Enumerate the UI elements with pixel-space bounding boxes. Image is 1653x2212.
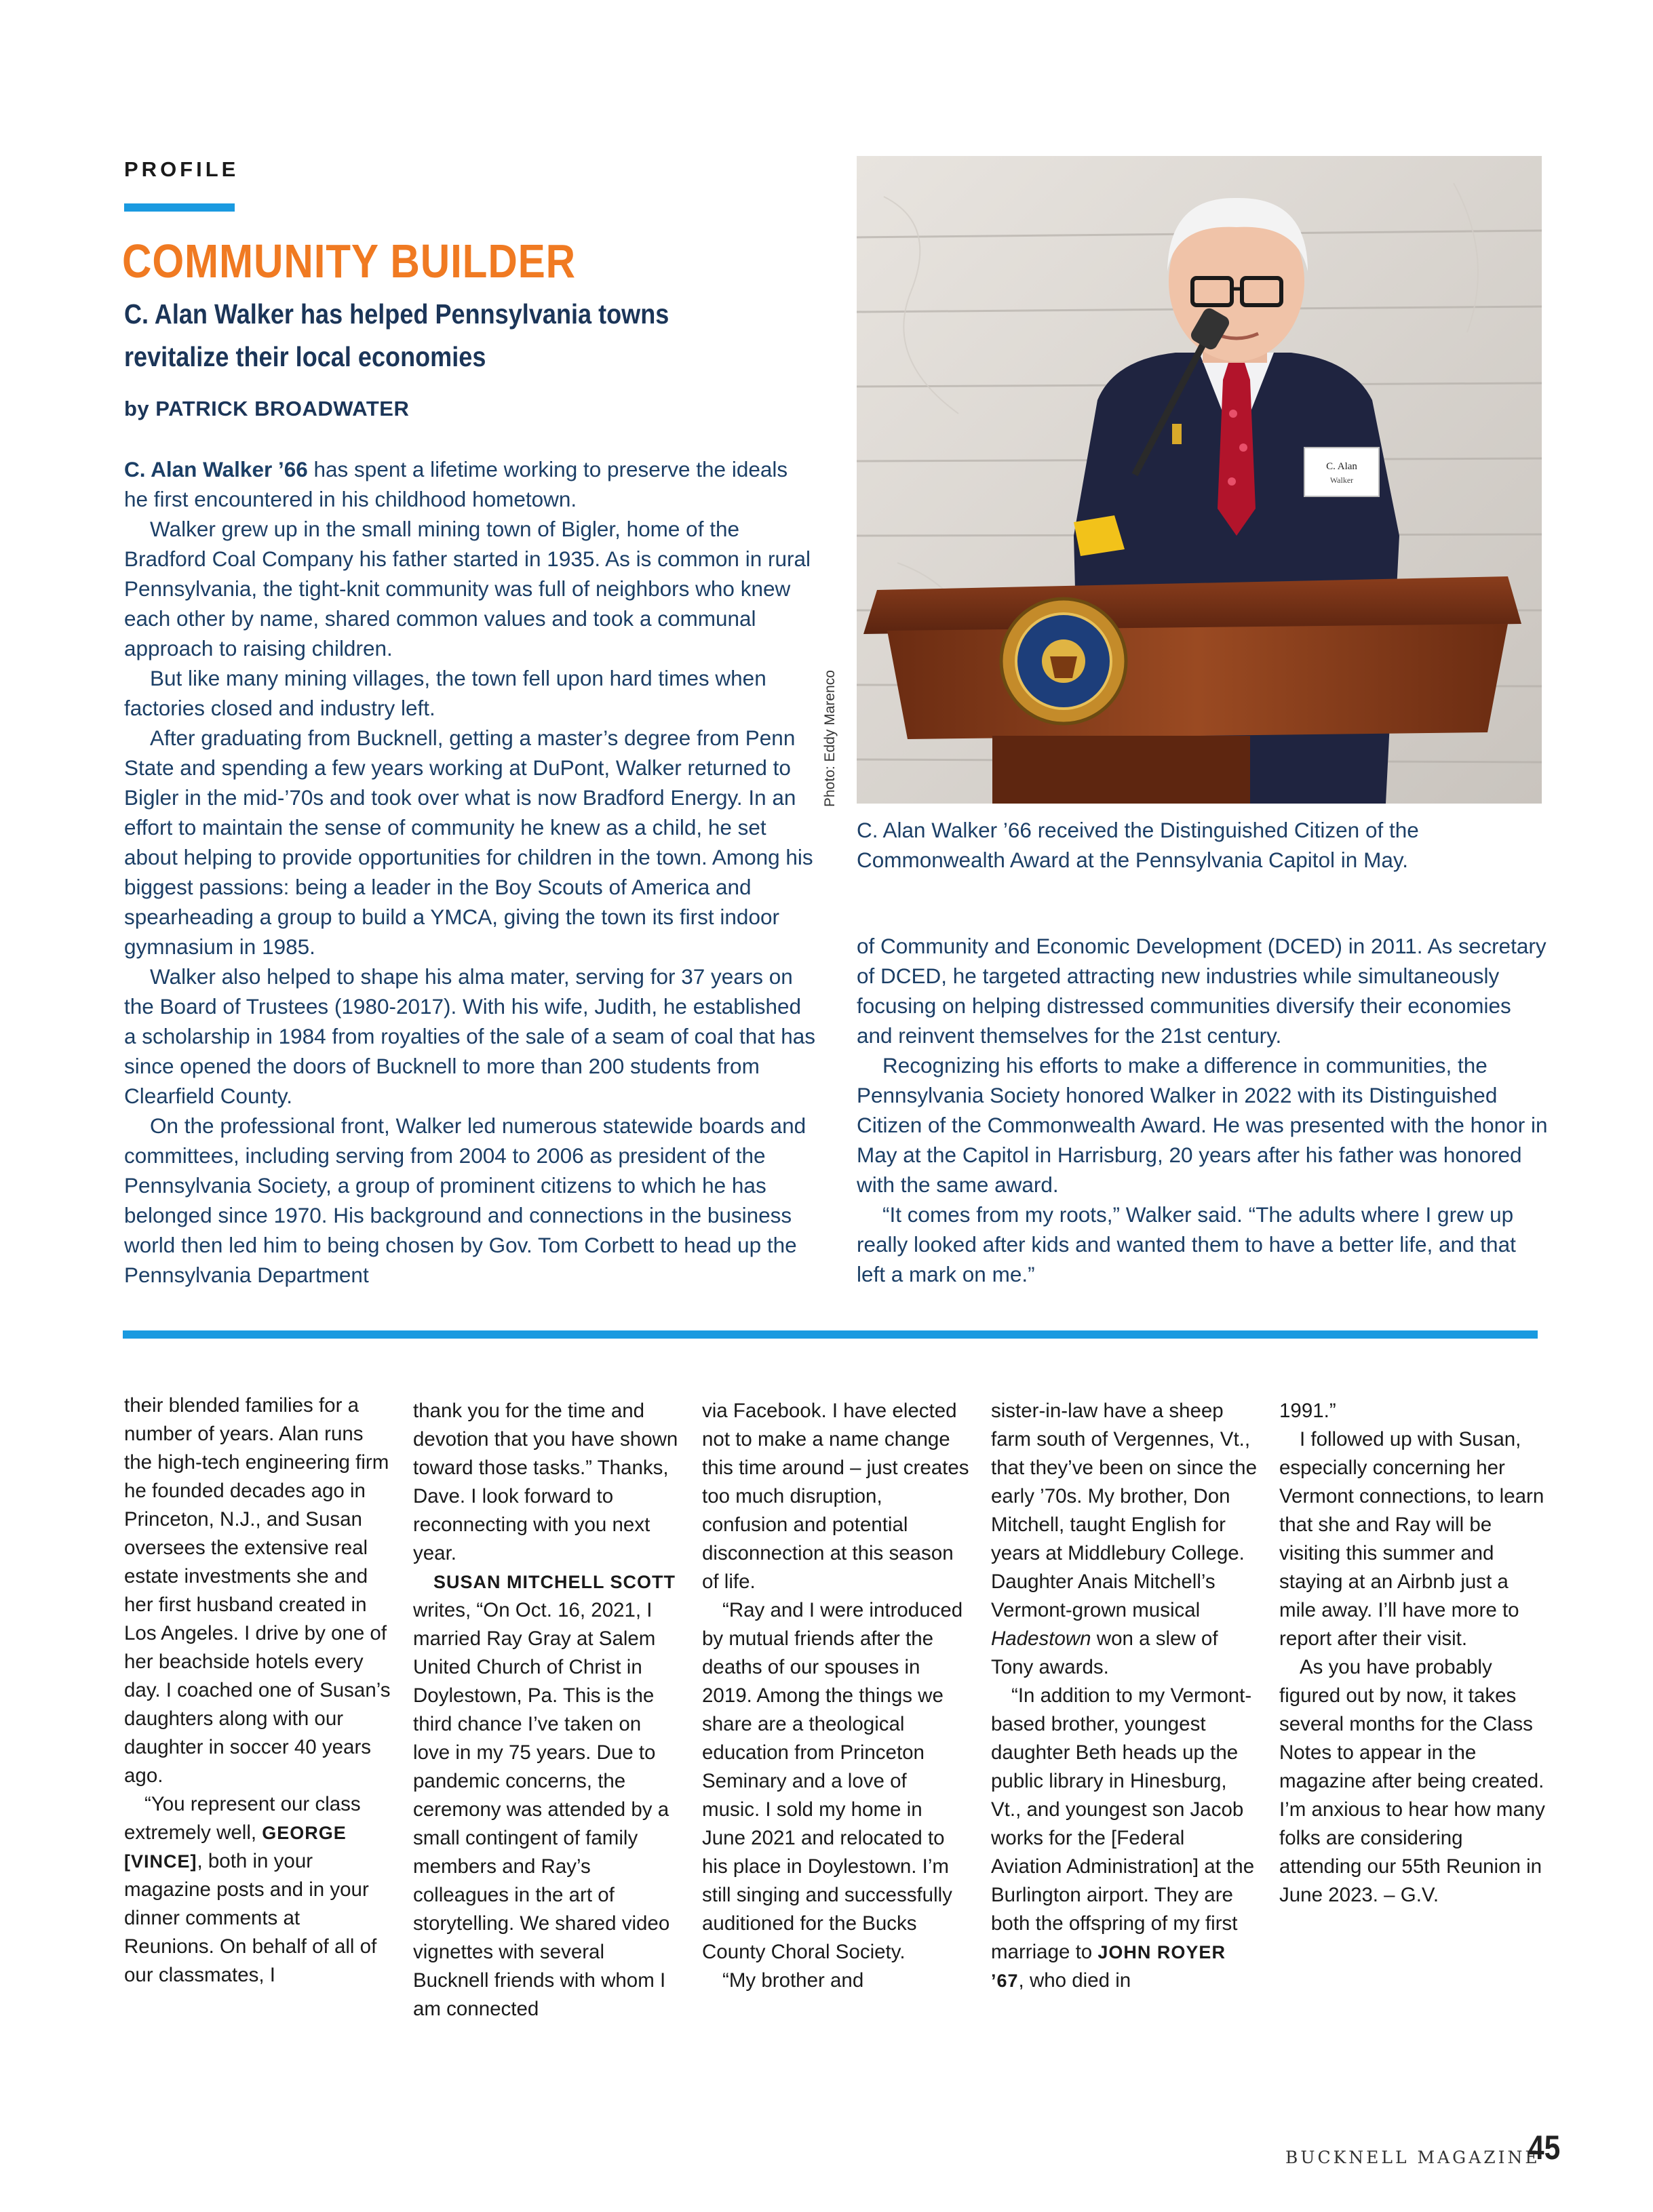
badge-line-2: Walker [1329, 475, 1354, 485]
article-byline: by PATRICK BROADWATER [124, 397, 410, 420]
section-kicker: PROFILE [124, 157, 239, 181]
article-paragraph: Walker grew up in the small mining town of Bigler, home of the Bradford Coal Company his father started in 1935. As is common in rural Pennsylvania, the tight-knit community was full of neighbors who knew each other by name, shared common values and took a communal approach to raising children. [124, 517, 811, 660]
deck-line-2: revitalize their local economies [124, 341, 486, 372]
notes-paragraph: I followed up with Susan, especially concerning her Vermont connections, to learn that she and Ray will be visiting this summer and staying at an Airbnb just a mile away. I’ll have more to report after their visit. [1279, 1428, 1544, 1650]
notes-paragraph: thank you for the time and devotion that you have shown toward those tasks.” Thanks, Dave. I look forward to reconnecting with you next year. [413, 1400, 678, 1564]
article-headline: COMMUNITY BUILDER [122, 235, 577, 288]
article-deck [124, 293, 721, 378]
article-paragraph: Walker also helped to shape his alma mater, serving for 37 years on the Board of Trustees (1980-2017). With his wife, Judith, he established a scholarship in 1984 from royalties of the sale of a seam of coal that has since opened the doors of Bucknell to more than 200 students from Clearfield County. [124, 964, 816, 1108]
class-notes-column-2 [413, 1397, 681, 2023]
photo-caption: C. Alan Walker ’66 received the Distinguished Citizen of the Commonwealth Award at the Pennsylvania Capitol in May. [857, 818, 1419, 872]
article-paragraph: After graduating from Bucknell, getting a master’s degree from Penn State and spending a few years working at DuPont, Walker returned to Bigler in the mid-’70s and took over what is now Bradford Energy. In an effort to maintain the sense of community he knew as a child, he set about helping to provide opportunities for children in the town. Among his biggest passions: being a leader in the Boy Scouts of America and spearheading a group to build a YMCA, giving the town its first indoor gymnasium in 1985. [124, 726, 813, 959]
walker-podium-photo [857, 156, 1542, 804]
photo-credit: Photo: Eddy Marenco [822, 670, 838, 807]
page-number: 45 [1528, 2129, 1561, 2167]
classmate-name: GEORGE [VINCE] [124, 1823, 347, 1872]
notes-paragraph: “My brother and [722, 1969, 864, 1992]
notes-paragraph: As you have probably figured out by now, it takes several months for the Class Notes to appear in the magazine after being created. I’m anxious to hear how many folks are considering attending our 55th Reunion in June 2023. – G.V. [1279, 1656, 1545, 1906]
classmate-name: SUSAN MITCHELL SCOTT [433, 1572, 676, 1592]
lead-name: C. Alan Walker ’66 [124, 457, 308, 481]
magazine-name: BUCKNELL MAGAZINE [1285, 2148, 1540, 2167]
notes-paragraph: “In addition to my Vermont-based brother, youngest daughter Beth heads up the public library in Hinesburg, Vt., and youngest son Jacob works for the [Federal Aviation Administration] at the Burlington airport. They are both the offspring of my first marriage to JOHN ROYER ’67, who died in [991, 1684, 1255, 1992]
notes-paragraph: 1991.” [1279, 1400, 1336, 1422]
notes-paragraph: SUSAN MITCHELL SCOTT writes, “On Oct. 16, 2021, I married Ray Gray at Salem United Church of Christ in Doylestown, Pa. This is the third chance I’ve taken on love in my 75 years. Due to pandemic concerns, the ceremony was attended by a small contingent of family members and Ray’s colleagues in the art of storytelling. We shared video vignettes with several Bucknell friends with whom I am connected [413, 1572, 676, 2020]
article-column-left [124, 454, 816, 1290]
article-paragraph: “It comes from my roots,” Walker said. “The adults where I grew up really looked after kids and wanted them to have a better life, and that left a mark on me.” [857, 1202, 1516, 1286]
class-notes-column-3 [702, 1397, 970, 1995]
article-paragraph: C. Alan Walker ’66 has spent a lifetime working to preserve the ideals he first encountered in his childhood hometown. [124, 457, 788, 511]
musical-title: Hadestown [991, 1627, 1091, 1650]
class-notes-column-5 [1279, 1397, 1547, 1910]
article-paragraph: But like many mining villages, the town fell upon hard times when factories closed and industry left. [124, 666, 766, 720]
badge-line-1: C. Alan [1326, 461, 1357, 472]
section-divider [123, 1330, 1538, 1339]
notes-paragraph: their blended families for a number of years. Alan runs the high-tech engineering firm he founded decades ago in Princeton, N.J., and Susan oversees the extensive real estate investments she and her first husband created in Los Angeles. I drive by one of her beachside hotels every day. I coached one of Susan’s daughters along with our daughter in soccer 40 years ago. [124, 1394, 391, 1787]
deck-line-1: C. Alan Walker has helped Pennsylvania towns [124, 298, 669, 330]
article-column-right [857, 931, 1549, 1289]
article-paragraph: Recognizing his efforts to make a difference in communities, the Pennsylvania Society honored Walker in 2022 with its Distinguished Citizen of the Commonwealth Award. He was presented with the honor in May at the Capitol in Harrisburg, 20 years after his father was honored with the same award. [857, 1053, 1548, 1197]
class-notes-column-1 [124, 1391, 392, 1990]
class-notes-column-4 [991, 1397, 1259, 1995]
notes-paragraph: “You represent our class extremely well, GEORGE [VINCE], both in your magazine posts and in your dinner comments at Reunions. On behalf of all of our classmates, I [124, 1793, 377, 1986]
article-paragraph: of Community and Economic Development (DCED) in 2011. As secretary of DCED, he targeted attracting new industries while simultaneously focusing on helping distressed communities diversify their economies and reinvent themselves for the 21st century. [857, 934, 1547, 1048]
kicker-rule [124, 203, 235, 212]
notes-paragraph: sister-in-law have a sheep farm south of Vergennes, Vt., that they’ve been on since the early ’70s. My brother, Don Mitchell, taught English for years at Middlebury College. Daughter Anais Mitchell’s Vermont-grown musical Hadestown won a slew of Tony awards. [991, 1400, 1257, 1678]
notes-paragraph: “Ray and I were introduced by mutual friends after the deaths of our spouses in 2019. Among the things we share are a theological education from Princeton Seminary and a love of music. I sold my home in June 2021 and relocated to his place in Doylestown. I’m still singing and successfully auditioned for the Bucks County Choral Society. [702, 1599, 963, 1963]
notes-paragraph: via Facebook. I have elected not to make a name change this time around – just creates too much disruption, confusion and potential disconnection at this season of life. [702, 1400, 969, 1593]
classmate-name: JOHN ROYER ’67 [991, 1942, 1226, 1991]
article-paragraph: On the professional front, Walker led numerous statewide boards and committees, including serving from 2004 to 2006 as president of the Pennsylvania Society, a group of prominent citizens to which he has belonged since 1970. His background and connections in the business world then led him to being chosen by Gov. Tom Corbett to head up the Pennsylvania Department [124, 1113, 806, 1287]
